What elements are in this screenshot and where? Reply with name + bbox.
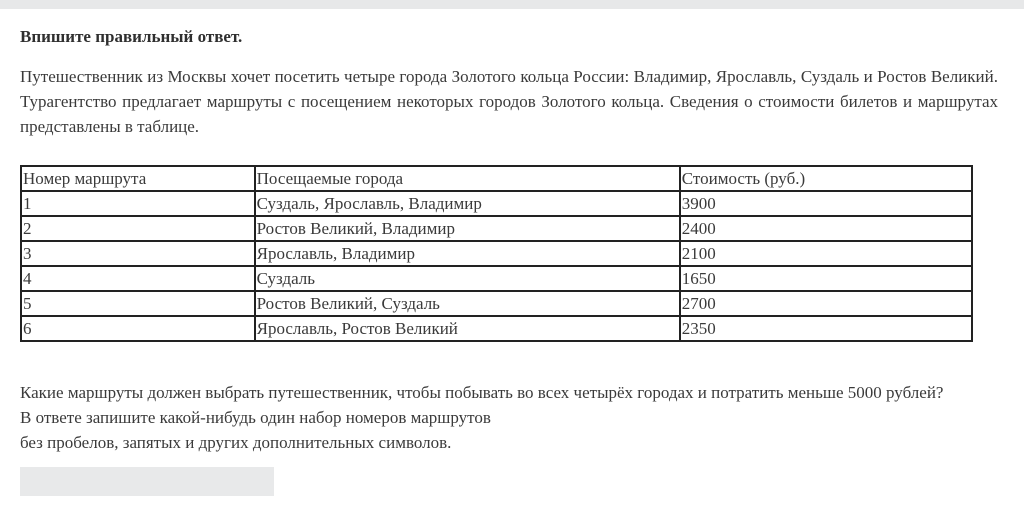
answer-instruction: В ответе запишите какой-нибудь один набор номеров маршрутов — [20, 408, 491, 427]
table-row — [21, 216, 972, 241]
route-cost-cell: 2100 — [680, 241, 972, 266]
route-cities-cell: Ярославль, Ростов Великий — [255, 316, 680, 341]
route-number-cell: 3 — [21, 241, 255, 266]
header-cost: Стоимость (руб.) — [680, 166, 972, 191]
table-row — [21, 266, 972, 291]
table-row — [21, 191, 972, 216]
task-heading: Впишите правильный ответ. — [20, 27, 243, 46]
header-route-number: Номер маршрута — [21, 166, 255, 191]
route-cities-cell: Ростов Великий, Суздаль — [255, 291, 680, 316]
route-cost-cell: 2400 — [680, 216, 972, 241]
table-row — [21, 316, 972, 341]
route-cities-cell: Ростов Великий, Владимир — [255, 216, 680, 241]
route-cities-cell: Суздаль — [255, 266, 680, 291]
route-number-cell: 1 — [21, 191, 255, 216]
answer-input[interactable] — [20, 467, 274, 496]
route-number-cell: 4 — [21, 266, 255, 291]
table-row — [21, 241, 972, 266]
top-bar — [0, 0, 1024, 9]
task-intro: Путешественник из Москвы хочет посетить четыре города Золотого кольца России: Владимир, Ярославль, Суздаль и Ростов Великий. Турагентство предлагает маршруты с посещением некоторых городов Золотого кольца. Сведения о стоимости билетов и маршрутах представлены в таблице. — [20, 67, 998, 136]
route-number-cell: 2 — [21, 216, 255, 241]
route-number-cell: 5 — [21, 291, 255, 316]
question-text: Какие маршруты должен выбрать путешественник, чтобы побывать во всех четырёх городах и потратить меньше 5000 рублей? — [20, 383, 944, 402]
routes-table — [20, 165, 973, 342]
answer-format-note: без пробелов, запятых и других дополнительных символов. — [20, 433, 452, 452]
table-row — [21, 291, 972, 316]
task-content — [20, 26, 1000, 139]
route-cost-cell: 1650 — [680, 266, 972, 291]
table-header-row — [21, 166, 972, 191]
route-cities-cell: Ярославль, Владимир — [255, 241, 680, 266]
route-cities-cell: Суздаль, Ярославль, Владимир — [255, 191, 680, 216]
question-block — [20, 380, 1010, 455]
route-cost-cell: 2350 — [680, 316, 972, 341]
route-cost-cell: 3900 — [680, 191, 972, 216]
route-number-cell: 6 — [21, 316, 255, 341]
header-cities: Посещаемые города — [255, 166, 680, 191]
route-cost-cell: 2700 — [680, 291, 972, 316]
